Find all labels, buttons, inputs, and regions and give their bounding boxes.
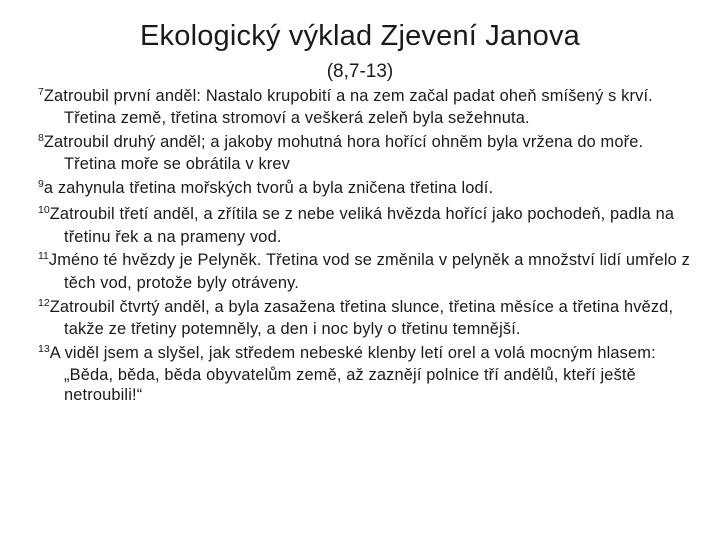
verse-text: Zatroubil třetí anděl, a zřítila se z nebe veliká hvězda hořící jako pochodeň, padla na třetinu řek a na prameny vod. xyxy=(49,205,675,246)
verse-12 xyxy=(38,297,690,340)
verse-number: 12 xyxy=(38,296,50,309)
subtitle-text: (8,7-13) xyxy=(326,61,394,82)
verse-9 xyxy=(38,178,690,200)
slide-title: Ekologický výklad Zjevení Janova xyxy=(140,20,580,52)
verse-number: 8 xyxy=(38,132,44,145)
verse-13 xyxy=(38,343,690,406)
verse-text: Jméno té hvězdy je Pelyněk. Třetina vod se změnila v pelyněk a množství lidí umřelo z těch vod, protože byly otráveny. xyxy=(48,251,690,292)
verse-number: 11 xyxy=(38,250,49,263)
verse-text: Zatroubil druhý anděl; a jakoby mohutná hora hořící ohněm byla vržena do moře. Třetina moře se obrátila v krev xyxy=(43,133,644,174)
verse-text: Zatroubil první anděl: Nastalo krupobití a na zem začal padat oheň smíšený s krví. Třetina země, třetina stromoví a veškerá zeleň byla sežehnuta. xyxy=(43,87,653,128)
verse-8 xyxy=(38,132,690,175)
verse-number: 13 xyxy=(38,342,50,355)
slide-subtitle xyxy=(0,60,720,84)
verse-list xyxy=(38,86,690,409)
verse-number: 10 xyxy=(38,204,50,217)
verse-number: 9 xyxy=(38,178,44,191)
verse-11 xyxy=(38,250,690,293)
verse-text: A viděl jsem a slyšel, jak středem nebeské klenby letí orel a volá mocným hlasem: „Běda, běda, běda obyvatelům země, až zaznějí polnice tří andělů, kteří ještě netroubili!“ xyxy=(49,343,656,405)
verse-7 xyxy=(38,86,690,129)
verse-text: Zatroubil čtvrtý anděl, a byla zasažena třetina slunce, třetina měsíce a třetina hvězd, takže ze třetiny potemněly, a den i noc byly o třetinu temnější. xyxy=(49,297,674,338)
verse-10 xyxy=(38,204,690,247)
verse-text: a zahynula třetina mořských tvorů a byla zničena třetina lodí. xyxy=(43,179,494,198)
verse-number: 7 xyxy=(38,86,44,98)
